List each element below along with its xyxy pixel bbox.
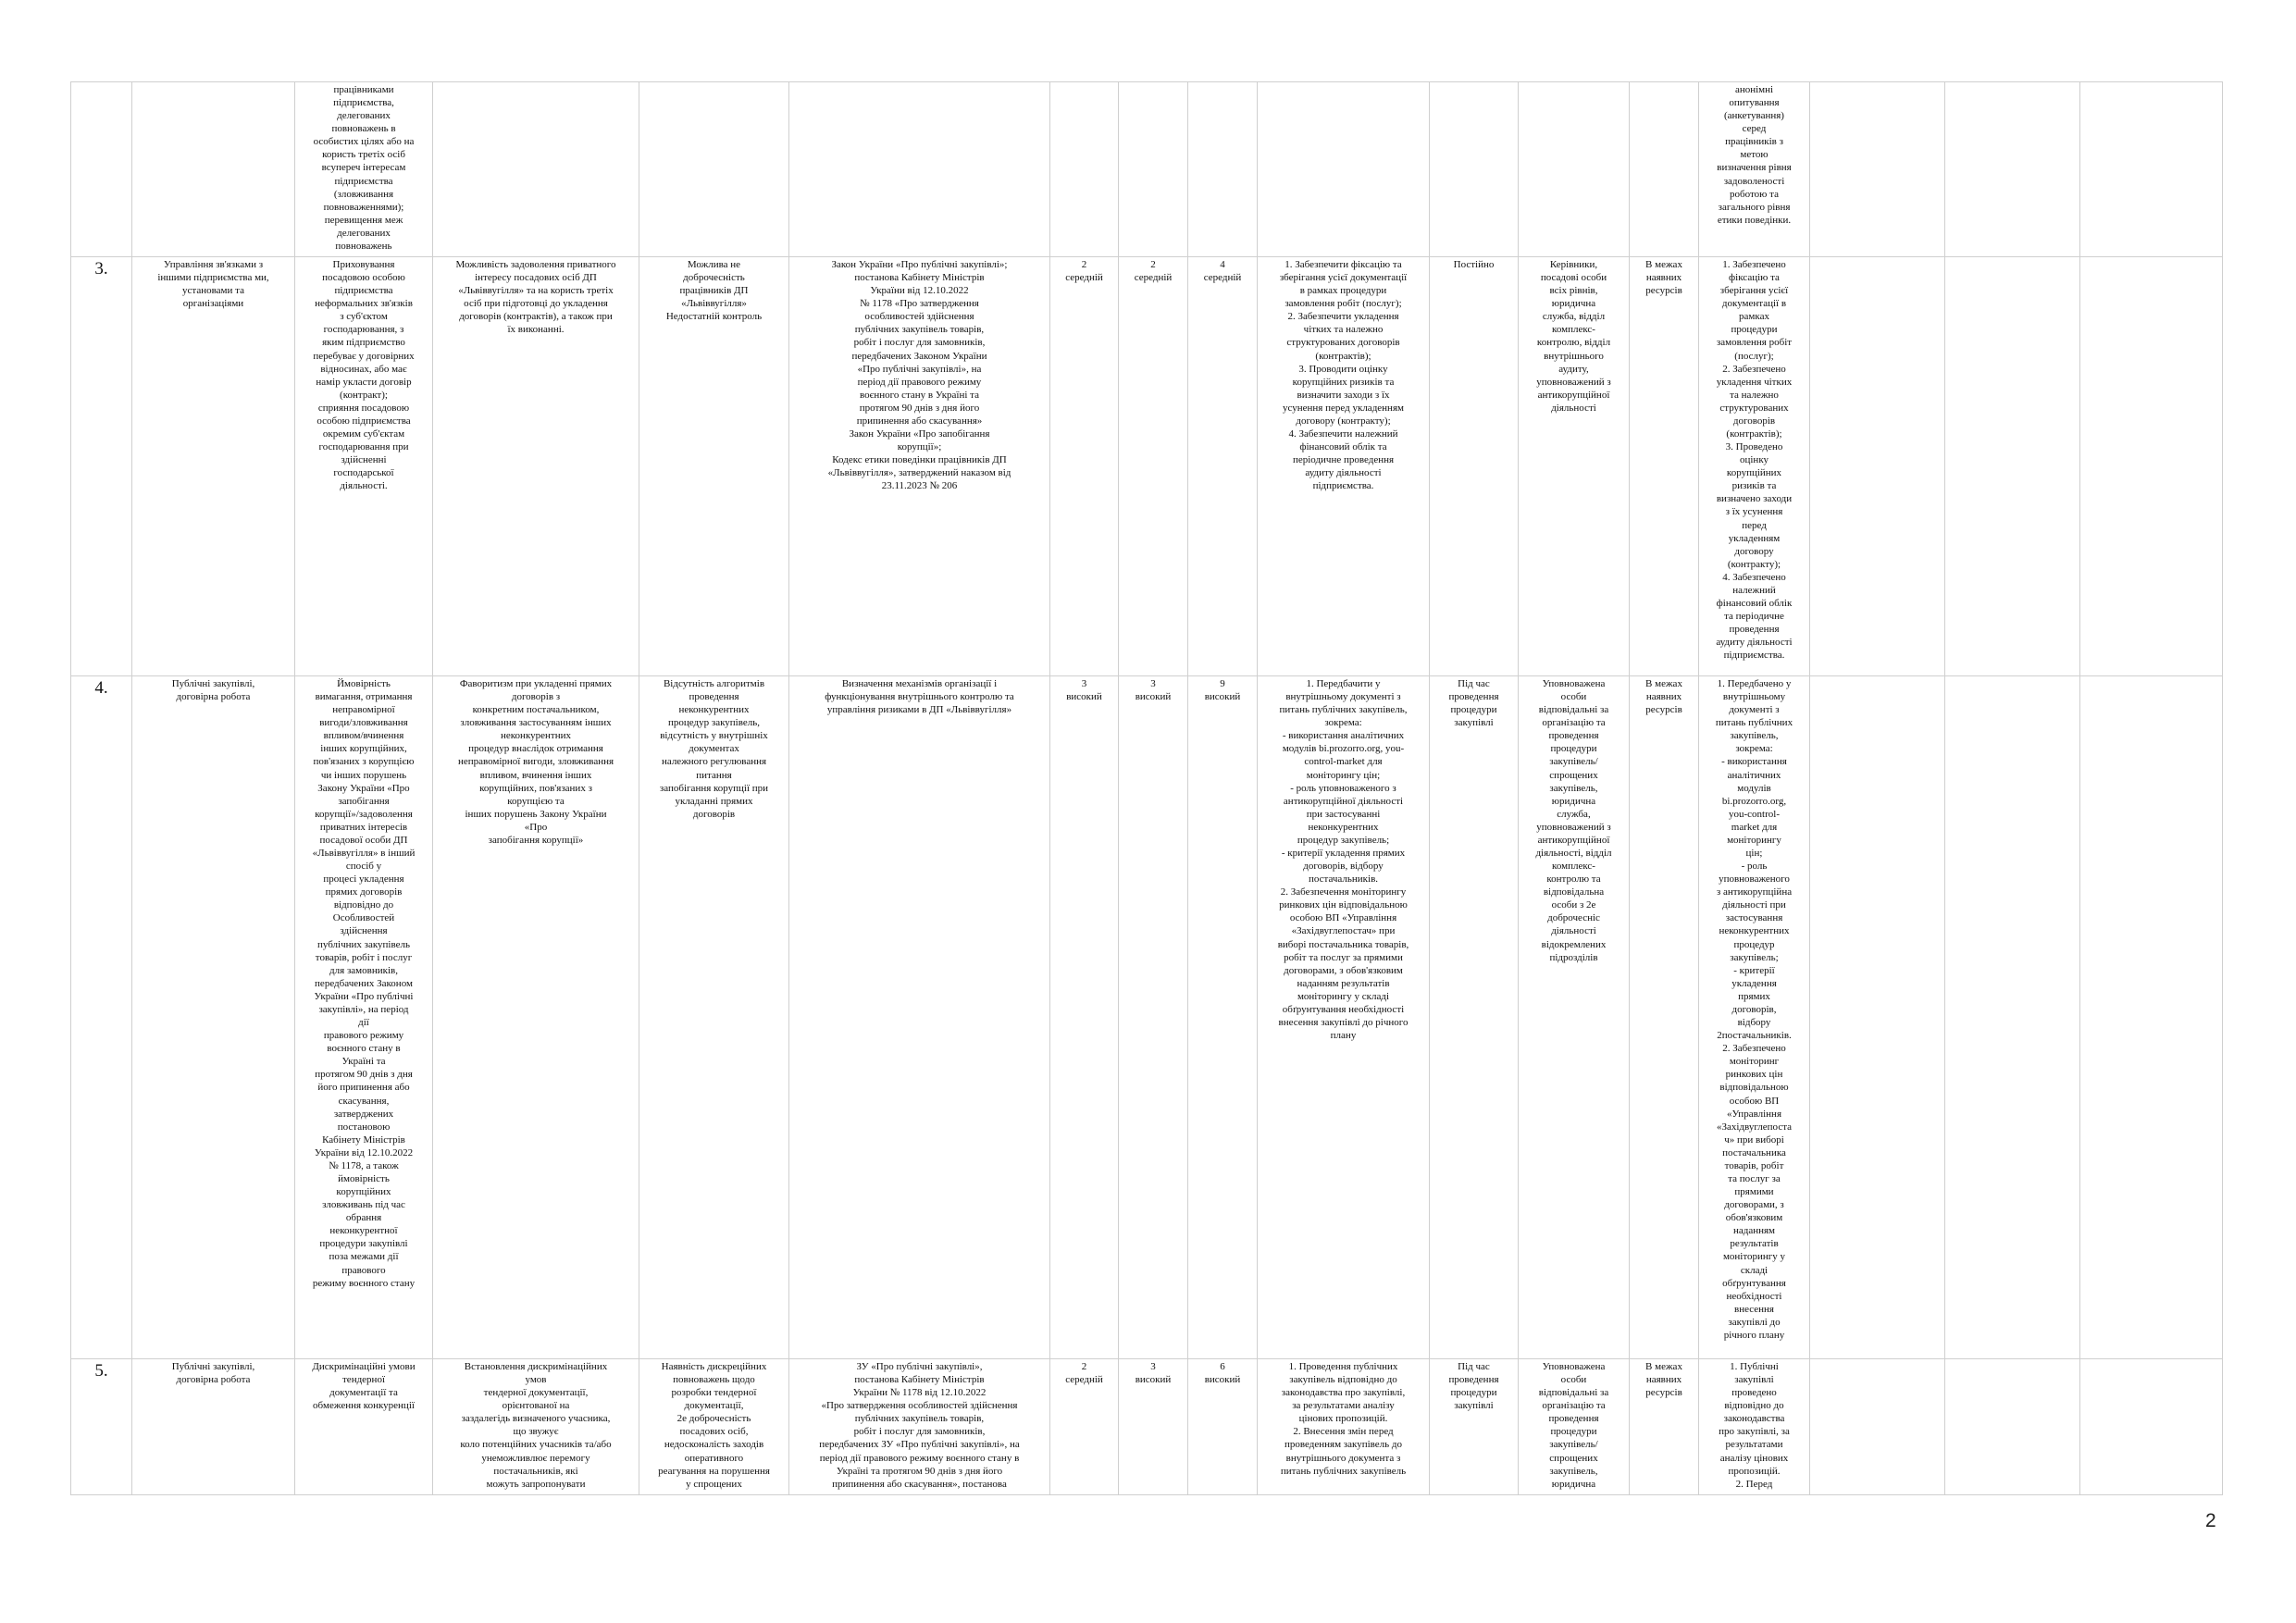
cell-num (71, 676, 132, 1359)
cell-level (1188, 257, 1258, 676)
cell-result (1699, 82, 1810, 257)
cell-term (1430, 1359, 1519, 1495)
table-row (71, 1359, 2223, 1495)
cell-text: 6 високий (1204, 1361, 1241, 1386)
cell-result (1699, 257, 1810, 676)
cell-risk (295, 1359, 433, 1495)
cell-text: 1. Забезпечити фіксацію та зберігання усієї документації в рамках процедури замовлення робіт (послуг); 2. Забезпечити укладення чітких та належно структурованих договорів (контрактів); 3. Проводити оцінку корупційних ризиків та визначити заходи з їх усунення перед укладенням договору (контракту); 4. Забезпечити належний фінансовий облік та періодичне проведення аудиту діяльності підприємства. (1279, 259, 1408, 492)
cell-text: 1. Публічні закупівлі проведено відповідно до законодавства про закупівлі, за результатами аналізу цінових пропозицій. 2. Перед (1719, 1361, 1790, 1490)
cell-text: Можливість задоволення приватного інтересу посадових осіб ДП «Львіввугілля» та на користь третіх осіб при підготовці до укладення договорів (контрактів), а також при їх виконанні. (455, 259, 616, 336)
cell-measures (1258, 82, 1430, 257)
cell-impact (1119, 1359, 1188, 1495)
cell-text: 3. (94, 259, 108, 279)
cell-c15 (1810, 257, 1945, 676)
cell-description (433, 676, 639, 1359)
cell-factors (639, 676, 789, 1359)
cell-resources (1630, 257, 1699, 676)
cell-text: В межах наявних ресурсів (1645, 1361, 1682, 1399)
cell-text: ЗУ «Про публічні закупівлі», постанова Кабінету Міністрів України № 1178 від 12.10.2022 «Про затвердження особливостей здійснення публічних закупівель товарів, робіт і послуг для замовників, передбачених ЗУ «Про публічні закупівлі», на період дії правового режиму воєнного стану в Україні та протягом 90 днів з дня його припинення або скасування», постанова (819, 1361, 1020, 1490)
cell-resources (1630, 1359, 1699, 1495)
cell-text: 5. (94, 1361, 108, 1381)
table-row (71, 257, 2223, 676)
cell-c16 (1945, 676, 2080, 1359)
cell-text: Ймовірність вимагання, отримання неправомірної вигоди/зловживання впливом/вчинення інших корупційних, пов'язаних з корупцією чи інших порушень Закону України «Про запобігання корупції»/задоволення приватних інтересів посадової особи ДП «Львіввугілля» в інший спосіб у процесі укладення прямих договорів відповідно до Особливостей здійснення публічних закупівель товарів, робіт і послуг для замовників, передбачених Законом України «Про публічні закупівлі», на період дії правового режиму воєнного стану в Україні та протягом 90 днів з дня його припинення або скасування, затверджених постановою Кабінету Міністрів України від 12.10.2022 № 1178, а також ймовірність корупційних зловживань під час обрання неконкурентної процедури закупівлі поза межами дії правового режиму воєнного стану (312, 678, 416, 1289)
cell-text: 1. Забезпечено фіксацію та зберігання усієї документації в рамках процедури замовлення робіт (послуг); 2. Забезпечено укладення чітких та належно структурованих договорів (контрактів); 3. Проведено оцінку корупційних ризиків та визначено заходи з їх усунення перед укладенням договору (контракту); 4. Забезпечено належний фінансовий облік та періодичне проведення аудиту діяльності підприємства. (1716, 259, 1793, 662)
cell-result (1699, 1359, 1810, 1495)
cell-impact (1119, 257, 1188, 676)
cell-text: Наявність дискреційних повноважень щодо розробки тендерної документації, 2е доброчесність посадових осіб, недосконалість заходів оперативного реагування на порушення у спрощених (658, 1361, 770, 1490)
cell-text: Можлива не доброчесність працівників ДП «Львіввугілля» Недостатній контроль (665, 259, 763, 323)
cell-area (132, 1359, 295, 1495)
cell-text: анонімні опитування (анкетування) серед працівників з метою визначення рівня задоволеності роботою та загального рівня етики поведінки. (1717, 84, 1792, 226)
cell-law (789, 82, 1050, 257)
cell-c17 (2080, 676, 2223, 1359)
cell-text: Публічні закупівлі, договірна робота (171, 1361, 255, 1386)
cell-c16 (1945, 257, 2080, 676)
cell-factors (639, 1359, 789, 1495)
cell-text: Управління зв'язками з іншими підприємства ми, установами та організаціями (157, 259, 269, 310)
page-number: 2 (2205, 1510, 2216, 1531)
cell-c16 (1945, 82, 2080, 257)
cell-level (1188, 676, 1258, 1359)
cell-term (1430, 676, 1519, 1359)
cell-risk (295, 82, 433, 257)
cell-text: Під час проведення процедури закупівлі (1448, 1361, 1499, 1412)
cell-term (1430, 82, 1519, 257)
cell-text: 1. Передбачено у внутрішньому документі з питань публічних закупівель, зокрема: - використання аналітичних модулів bi.prozorro.org, you-control- market для моніторингу цін; - роль уповноваженого з антикорупційна діяльності при застосування неконкурентних процедур закупівель; - критерії укладення прямих договорів, відбору 2постачальників. 2. Забезпечено моніторинг ринкових цін відповідальною особою ВП «Управління «Західвуглепоста ч» при виборі постачальника товарів, робіт та послуг за прямими договорами, з обов'язковим наданням результатів моніторингу у складі обґрунтування необхідності внесення закупівлі до річного плану (1715, 678, 1793, 1341)
cell-c17 (2080, 1359, 2223, 1495)
cell-text: В межах наявних ресурсів (1645, 678, 1682, 716)
cell-measures (1258, 257, 1430, 676)
cell-text: 2 середній (1065, 1361, 1103, 1386)
cell-law (789, 257, 1050, 676)
cell-resources (1630, 676, 1699, 1359)
cell-text: 3 високий (1135, 1361, 1172, 1386)
cell-text: Постійно (1453, 259, 1495, 270)
cell-text: працівниками підприємства, делегованих повноважень в особистих цілях або на користь третіх осіб всупереч інтересам підприємства (зловживання повноваженнями); перевищення меж делегованих повноважень (313, 84, 415, 252)
cell-responsible (1519, 1359, 1630, 1495)
corruption-risk-table (70, 81, 2223, 1495)
cell-text: Відсутність алгоритмів проведення неконкурентних процедур закупівель, відсутність у внутрішніх документах належного регулювання питання запобігання корупції при укладанні прямих договорів (659, 678, 769, 820)
cell-measures (1258, 676, 1430, 1359)
cell-text: 4. (94, 678, 108, 698)
cell-impact (1119, 82, 1188, 257)
cell-c15 (1810, 1359, 1945, 1495)
cell-c16 (1945, 1359, 2080, 1495)
cell-text: Приховування посадовою особою підприємства неформальних зв'язків з суб'єктом господарювання, з яким підприємство перебуває у договірних відносинах, або має намір укласти договір (контракт); сприяння посадовою особою підприємства окремим суб'єктам господарювання при здійсненні господарської діяльності. (313, 259, 415, 492)
cell-text: Дискримінаційні умови тендерної документації та обмеження конкуренції (312, 1361, 416, 1412)
cell-text: 9 високий (1204, 678, 1241, 703)
cell-risk (295, 676, 433, 1359)
cell-result (1699, 676, 1810, 1359)
cell-level (1188, 82, 1258, 257)
cell-text: 4 середній (1203, 259, 1242, 284)
table-body (71, 82, 2223, 1495)
cell-text: Керівники, посадові особи всіх рівнів, юридична служба, відділ комплекс- контролю, відділ внутрішнього аудиту, уповноважений з антикорупційної діяльності (1536, 259, 1611, 414)
cell-text: 1. Проведення публічних закупівель відповідно до законодавства про закупівлі, за результатами аналізу цінових пропозицій. 2. Внесення змін перед проведенням закупівель до внутрішнього документа з питань публічних закупівель (1280, 1361, 1407, 1477)
cell-law (789, 1359, 1050, 1495)
cell-text: Встановлення дискримінаційних умов тендерної документації, орієнтованої на заздалегідь визначеного учасника, що звужує коло потенційних учасників та/або унеможливлює перемогу постачальників, які можуть запропонувати (460, 1361, 612, 1490)
cell-num (71, 1359, 132, 1495)
cell-area (132, 82, 295, 257)
cell-factors (639, 257, 789, 676)
cell-risk (295, 257, 433, 676)
cell-c15 (1810, 676, 1945, 1359)
cell-prob (1050, 1359, 1119, 1495)
cell-area (132, 676, 295, 1359)
cell-num (71, 257, 132, 676)
cell-c17 (2080, 82, 2223, 257)
cell-prob (1050, 676, 1119, 1359)
cell-text: Під час проведення процедури закупівлі (1448, 678, 1499, 729)
cell-text: 2 середній (1065, 259, 1103, 284)
cell-resources (1630, 82, 1699, 257)
cell-responsible (1519, 676, 1630, 1359)
cell-text: Уповноважена особи відповідальні за організацію та проведення процедури закупівель/ спрощених закупівель, юридична служба, уповноважений з антикорупційної діяльності, відділ комплекс- контролю та відповідальна особи з 2е доброчесніс діяльності відокремлених підрозділів (1535, 678, 1612, 963)
cell-impact (1119, 676, 1188, 1359)
cell-text: Визначення механізмів організації і функціонування внутрішнього контролю та управління ризиками в ДП «Львіввугілля» (825, 678, 1014, 716)
cell-text: Уповноважена особи відповідальні за організацію та проведення процедури закупівель/ спрощених закупівель, юридична (1538, 1361, 1609, 1490)
cell-c17 (2080, 257, 2223, 676)
cell-c15 (1810, 82, 1945, 257)
cell-responsible (1519, 257, 1630, 676)
table-row (71, 82, 2223, 257)
cell-text: Закон України «Про публічні закупівлі»; постанова Кабінету Міністрів України від 12.10.2022 № 1178 «Про затвердження особливостей здійснення публічних закупівель товарів, робіт і послуг для замовників, передбачених Законом України «Про публічні закупівлі», на період дії правового режиму воєнного стану в Україні та протягом 90 днів з дня його припинення або скасування» Закон України «Про запобігання корупції»; Кодекс етики поведінки працівників ДП «Львіввугілля», затверджений наказом від 23.11.2023 № 206 (827, 259, 1011, 492)
cell-prob (1050, 257, 1119, 676)
cell-description (433, 257, 639, 676)
cell-law (789, 676, 1050, 1359)
cell-text: В межах наявних ресурсів (1645, 259, 1682, 297)
cell-text: 3 високий (1066, 678, 1102, 703)
cell-measures (1258, 1359, 1430, 1495)
cell-factors (639, 82, 789, 257)
cell-text: 2 середній (1134, 259, 1173, 284)
cell-description (433, 82, 639, 257)
cell-text: Фаворитизм при укладенні прямих договорів з конкретним постачальником, зловживання застосуванням інших неконкурентних процедур внаслідок отримання неправомірної вигоди, зловживання впливом, вчинення інших корупційних, пов'язаних з корупцією та інших порушень Закону України «Про запобігання корупції» (457, 678, 614, 846)
cell-text: Публічні закупівлі, договірна робота (171, 678, 255, 703)
cell-term (1430, 257, 1519, 676)
cell-num (71, 82, 132, 257)
cell-prob (1050, 82, 1119, 257)
cell-responsible (1519, 82, 1630, 257)
cell-text: 3 високий (1135, 678, 1172, 703)
table-row (71, 676, 2223, 1359)
cell-text: 1. Передбачити у внутрішньому документі з питань публічних закупівель, зокрема: - використання аналітичних модулів bi.prozorro.org, you- control-market для моніторингу цін; - роль уповноваженого з антикорупційної діяльності при застосуванні неконкурентних процедур закупівель; - критерії укладення прямих договорів, відбору постачальників. 2. Забезпечення моніторингу ринкових цін відповідальною особою ВП «Управління «Західвуглепостач» при виборі постачальника товарів, робіт та послуг за прямими договорами, з обов'язковим наданням результатів моніторингу у складі обґрунтування необхідності внесення закупівлі до річного плану (1277, 678, 1409, 1042)
cell-description (433, 1359, 639, 1495)
cell-level (1188, 1359, 1258, 1495)
cell-area (132, 257, 295, 676)
